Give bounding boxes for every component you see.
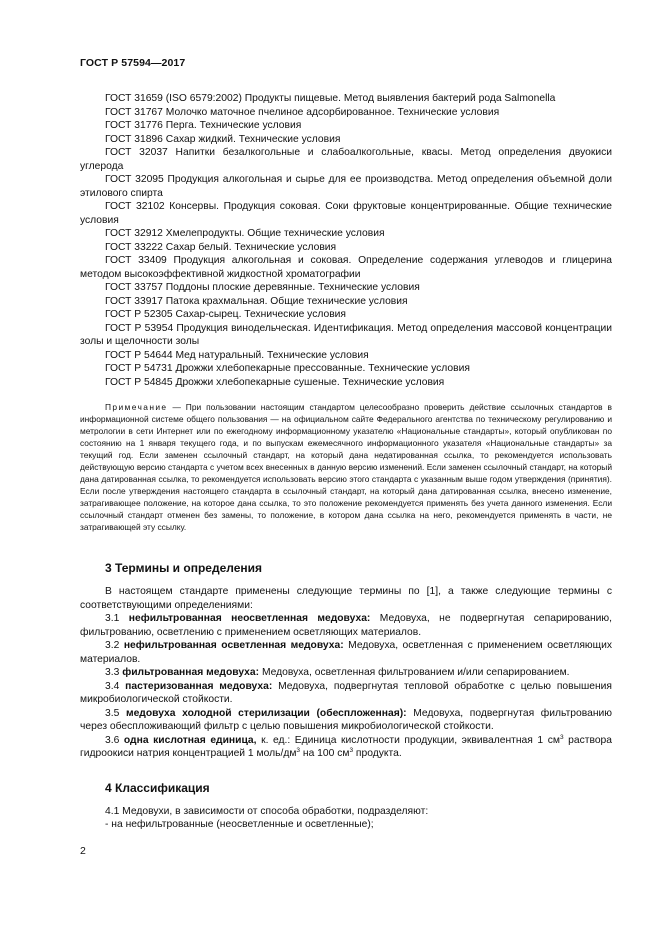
reference-item: ГОСТ 31896 Сахар жидкий. Технические условия [105, 133, 341, 145]
term-3-6 [80, 734, 612, 761]
term-3-5 [80, 707, 612, 734]
superscript: 3 [559, 733, 564, 741]
reference-item: ГОСТ Р 54845 Дрожжи хлебопекарные сушеные. Технические условия [105, 376, 445, 388]
term-name: медовуха холодной стерилизации (обеспложенная): [125, 707, 407, 719]
term-definition: Медовуха, подвергнутая фильтрованию через обеспложивающий фильтр с целью повышения микробиологической стойкости. [80, 707, 612, 732]
term-number: 3.4 [105, 680, 120, 692]
main-content [80, 92, 612, 832]
term-definition: Медовуха, не подвергнутая сепарированию, фильтрованию, осветлению с применением осветляющих материалов. [80, 613, 612, 638]
term-3-3 [80, 666, 612, 680]
term-definition-part: на 100 см [300, 748, 350, 759]
term-3-2 [80, 639, 612, 666]
reference-item: ГОСТ 31776 Перга. Технические условия [105, 120, 302, 131]
reference-item: ГОСТ 31767 Молочко маточное пчелиное адсорбированное. Технические условия [105, 106, 500, 118]
term-3-1 [80, 612, 612, 639]
term-number: 3.2 [105, 640, 120, 651]
section-4-paragraph: 4.1 Медовухи, в зависимости от способа обработки, подразделяют: [105, 805, 429, 817]
reference-item: ГОСТ 33917 Патока крахмальная. Общие технические условия [105, 295, 408, 307]
reference-item: ГОСТ 33757 Поддоны плоские деревянные. Технические условия [105, 282, 420, 293]
term-name: одна кислотная единица, [123, 734, 257, 746]
term-abbreviation: к. ед.: [256, 734, 291, 746]
term-definition-part: продукта. [353, 748, 402, 759]
term-number: 3.3 [105, 667, 120, 678]
document-header: ГОСТ Р 57594—2017 [80, 57, 186, 69]
term-3-4 [80, 680, 612, 707]
section-3-heading: 3 Термины и определения [105, 561, 263, 575]
reference-item: ГОСТ 32102 Консервы. Продукция соковая. Соки фруктовые концентрированные. Общие технические условия [80, 201, 612, 226]
term-definition: Медовуха, осветленная фильтрованием и/или сепарированием. [259, 667, 570, 678]
reference-item: ГОСТ 33409 Продукция алкогольная и соковая. Определение содержания углеводов и глицерина методом высокоэффективной жидкостной хроматографии [80, 255, 612, 280]
term-definition-part: Единица кислотности продукции, эквивалентная 1 см [290, 734, 560, 746]
term-number: 3.1 [105, 613, 120, 624]
reference-item: ГОСТ Р 54644 Мед натуральный. Технические условия [105, 349, 369, 361]
reference-item: ГОСТ 32095 Продукция алкогольная и сырье для ее производства. Метод определения объемной доли этилового спирта [80, 174, 612, 199]
term-name: нефильтрованная неосветленная медовуха: [128, 613, 371, 624]
term-definition: Медовуха, подвергнутая тепловой обработке с целью повышения микробиологической стойкости. [80, 680, 612, 705]
section-3-intro: В настоящем стандарте применены следующие термины по [1], а также следующие термины с соответствующими определениями: [80, 586, 612, 611]
reference-item: ГОСТ Р 52305 Сахар-сырец. Технические условия [105, 309, 347, 320]
term-number: 3.6 [105, 734, 120, 746]
term-number: 3.5 [105, 707, 120, 719]
references-list [80, 92, 612, 389]
superscript: 3 [349, 747, 354, 754]
term-name: фильтрованная медовуха: [122, 667, 260, 678]
section-4-list-item: - на нефильтрованные (неосветленные и осветленные); [105, 819, 374, 830]
term-definition: Медовуха, осветленная с применением осветляющих материалов. [80, 640, 612, 665]
reference-item: ГОСТ 31659 (ISO 6579:2002) Продукты пищевые. Метод выявления бактерий рода Salmonella [105, 93, 556, 104]
page-number: 2 [80, 845, 86, 857]
term-name: пастеризованная медовуха: [125, 680, 273, 692]
superscript: 3 [296, 747, 301, 754]
note-paragraph [80, 401, 612, 533]
reference-item: ГОСТ Р 54731 Дрожжи хлебопекарные прессованные. Технические условия [105, 363, 470, 374]
section-4-heading: 4 Классификация [105, 780, 210, 795]
reference-item: ГОСТ 32037 Напитки безалкогольные и слабоалкогольные, квасы. Метод определения двуокиси углерода [80, 147, 612, 172]
term-name: нефильтрованная осветленная медовуха: [123, 640, 344, 651]
reference-item: ГОСТ 33222 Сахар белый. Технические условия [105, 241, 337, 253]
reference-item: ГОСТ 32912 Хмелепродукты. Общие технические условия [105, 228, 385, 239]
reference-item: ГОСТ Р 53954 Продукция винодельческая. Идентификация. Метод определения массовой концентрации золы и щелочности золы [80, 322, 612, 347]
note-text: — При пользовании настоящим стандартом целесообразно проверить действие ссылочных стандартов в информационной системе общего пользования — на официальном сайте Федерального агентства по техническому регулированию и метрологии в сети Интернет или по ежегодному информационному указателю «Национальные стандарты», который опубликован по состоянию на 1 января текущего года, и по выпускам ежемесячного информационного указателя «Национальные стандарты» за текущий год. Если заменен ссылочный стандарт, на который дана недатированная ссылка, то рекомендуется использовать действующую версию стандарта с учетом всех внесенных в данную версию изменений. Если заменен ссылочный стандарт, на который дана датированная ссылка, то рекомендуется использовать версию этого стандарта с указанным выше годом утверждения (принятия). Если после утверждения настоящего стандарта в ссылочный стандарт, на который дана датированная ссылка, внесено изменение, затрагивающее положение, на которое дана ссылка, то это положение рекомендуется применять без учета данного изменения. Если ссылочный стандарт отменен без замены, то положение, в котором дана ссылка на него, рекомендуется применять в части, не затрагивающей эту ссылку. [80, 402, 612, 532]
term-definition-part: раствора гидроокиси натрия концентрацией 1 моль/дм [80, 734, 612, 759]
note-label: Примечание [105, 402, 168, 412]
